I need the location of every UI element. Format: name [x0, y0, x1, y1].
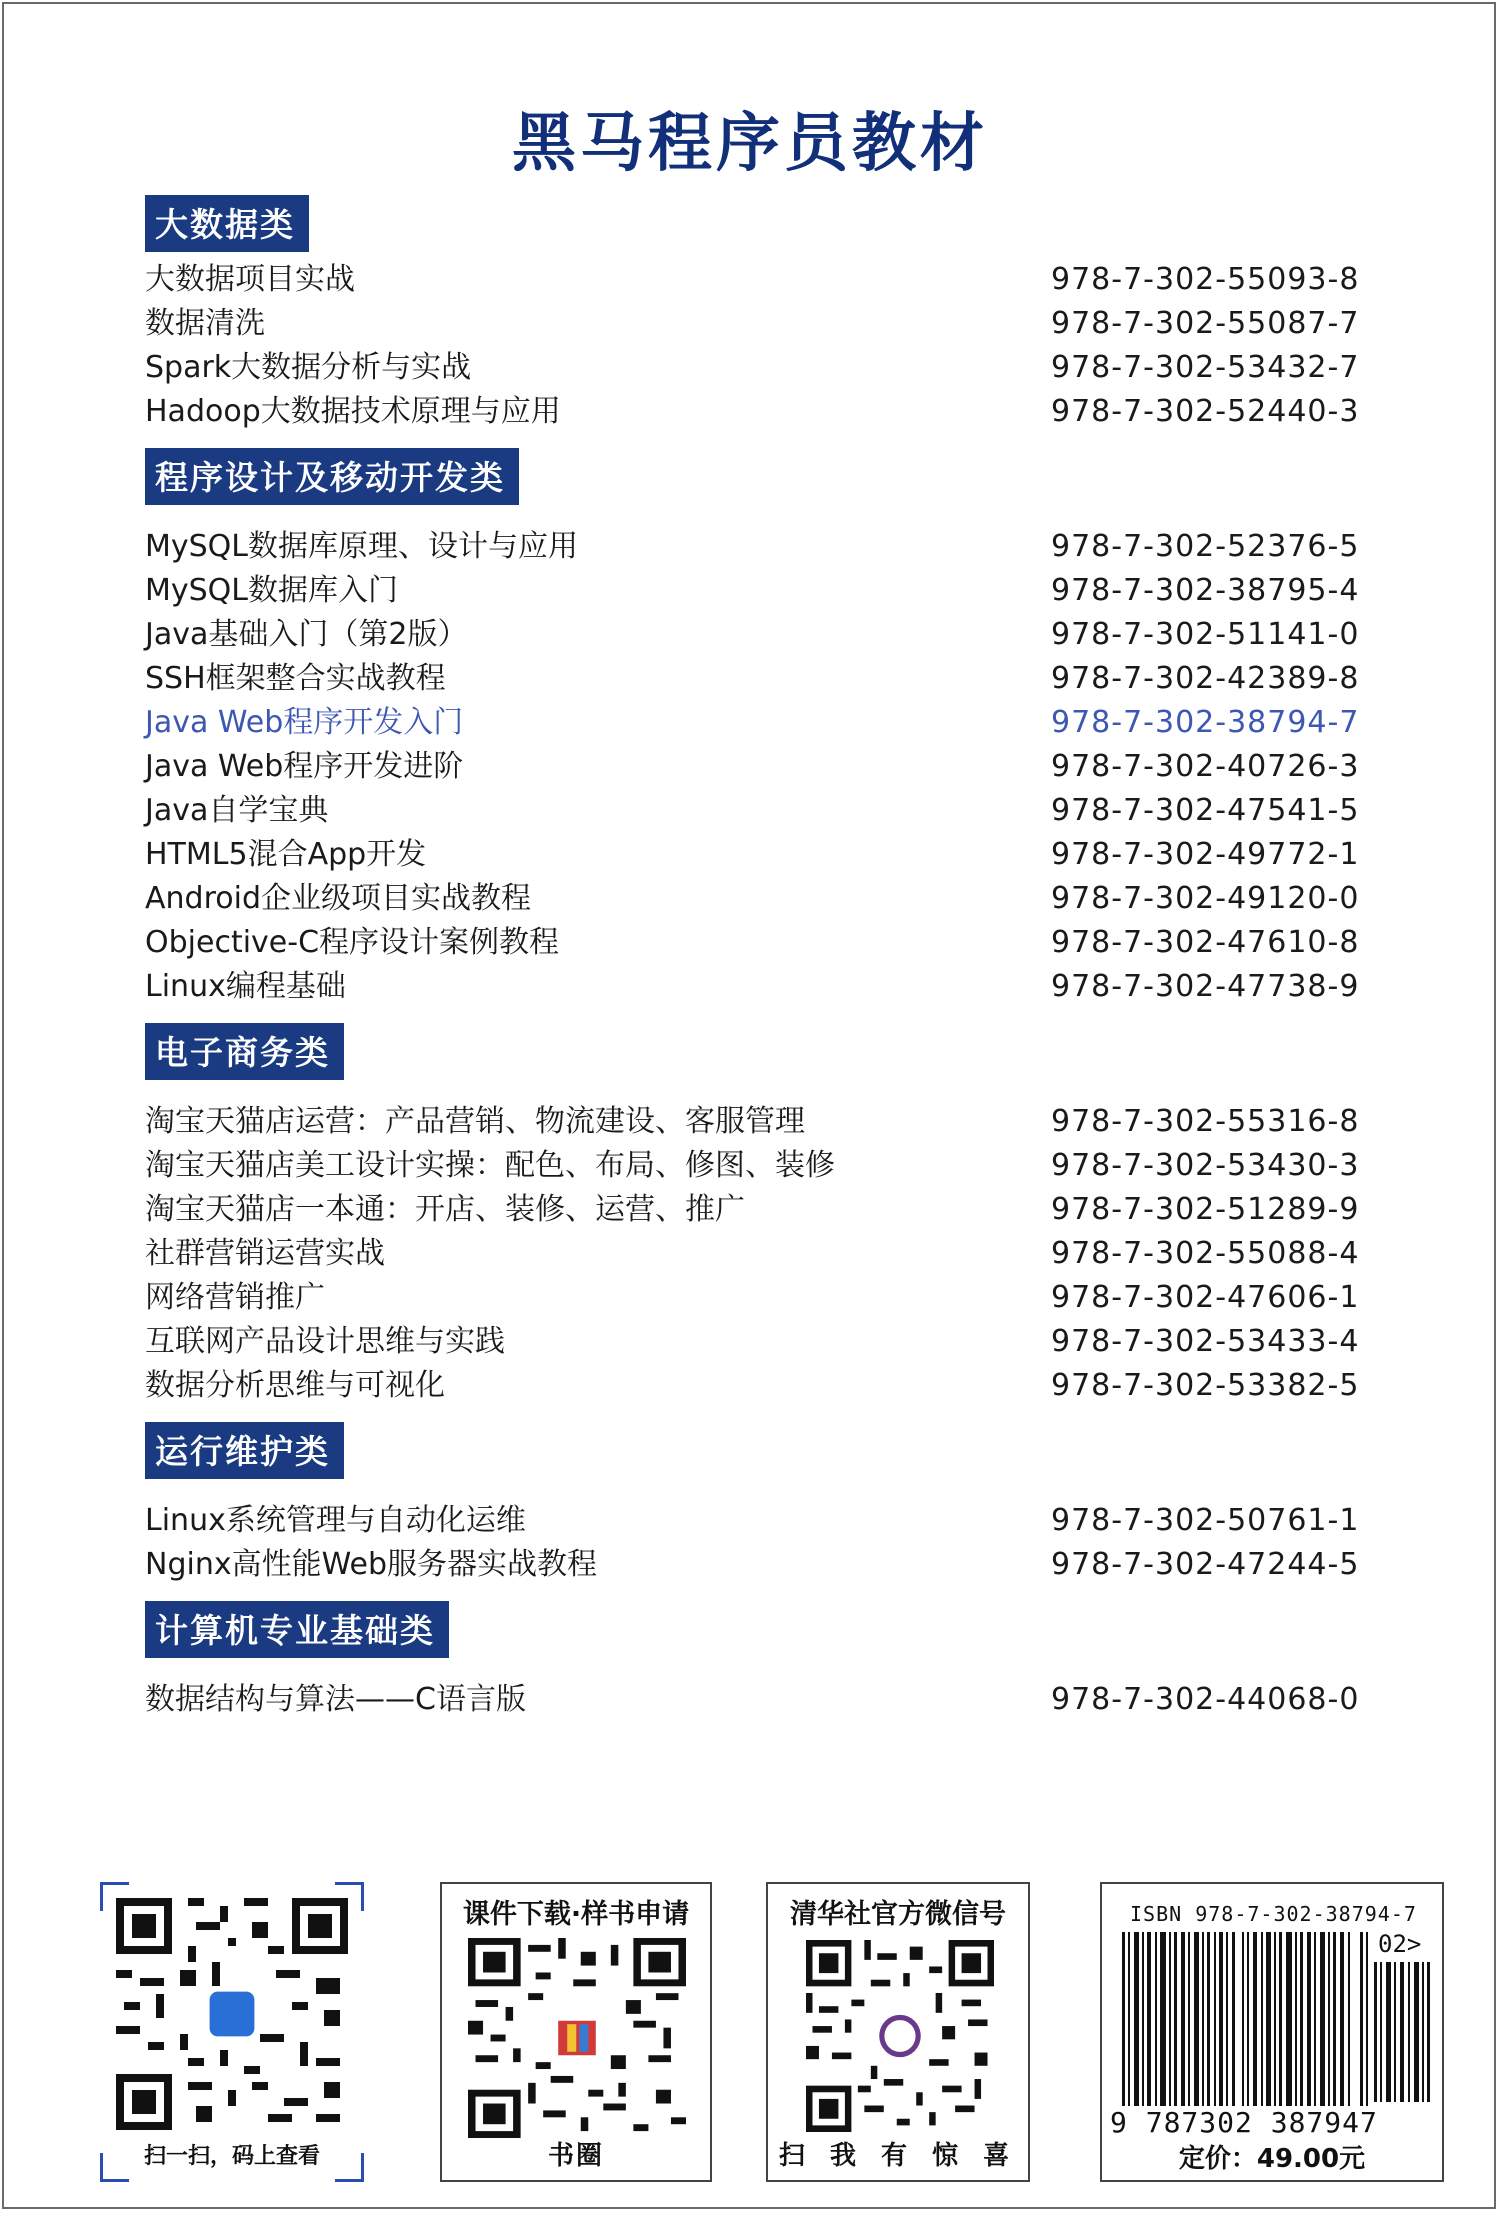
page-title: 黑马程序员教材 [512, 107, 988, 181]
section-ecommerce [145, 1023, 1375, 1408]
book-title: Linux编程基础 [145, 969, 346, 1004]
book-title: Java自学宝典 [145, 793, 329, 828]
section-big-data [145, 195, 1375, 434]
book-isbn: 978-7-302-42389-8 [1051, 661, 1360, 696]
book-row [145, 569, 1375, 613]
book-row [145, 1543, 1375, 1587]
book-isbn: 978-7-302-47610-8 [1051, 925, 1360, 960]
book-row [145, 1188, 1375, 1232]
book-row [145, 877, 1375, 921]
qr-caption-bottom: 扫 我 有 惊 喜 [778, 2141, 1018, 2171]
book-row [145, 833, 1375, 877]
book-title: SSH框架整合实战教程 [145, 661, 446, 696]
book-isbn: 978-7-302-55087-7 [1051, 306, 1360, 341]
book-title: MySQL数据库入门 [145, 573, 399, 608]
book-row [145, 1499, 1375, 1543]
book-isbn: 978-7-302-53433-4 [1051, 1324, 1360, 1359]
book-title: 淘宝天猫店美工设计实操：配色、布局、修图、装修 [145, 1148, 835, 1183]
book-title: Objective-C程序设计案例教程 [145, 925, 560, 960]
book-row [145, 613, 1375, 657]
qr-caption: 扫一扫，码上查看 [143, 2144, 320, 2169]
book-title: MySQL数据库原理、设计与应用 [145, 529, 579, 564]
book-isbn: 978-7-302-44068-0 [1051, 1682, 1360, 1717]
qr-code[interactable] [468, 1938, 686, 2138]
book-isbn: 978-7-302-47738-9 [1051, 969, 1360, 1004]
book-isbn: 978-7-302-38795-4 [1051, 573, 1360, 608]
section-operations [145, 1422, 1375, 1587]
book-isbn: 978-7-302-55088-4 [1051, 1236, 1360, 1271]
book-row [145, 390, 1375, 434]
book-isbn: 978-7-302-47606-1 [1051, 1280, 1360, 1315]
book-row [145, 1364, 1375, 1408]
book-row [145, 525, 1375, 569]
addon-code: 02> [1378, 1930, 1422, 1958]
book-row [145, 921, 1375, 965]
book-title: 大数据项目实战 [145, 262, 355, 297]
book-isbn: 978-7-302-55093-8 [1051, 262, 1360, 297]
book-isbn: 978-7-302-47541-5 [1051, 793, 1360, 828]
book-title: 互联网产品设计思维与实践 [145, 1324, 505, 1359]
book-row [145, 1678, 1375, 1722]
book-title: Java基础入门（第2版） [145, 617, 468, 652]
qr-caption-bottom: 书圈 [547, 2141, 604, 2171]
book-title: 淘宝天猫店运营：产品营销、物流建设、客服管理 [145, 1104, 805, 1139]
book-title: Android企业级项目实战教程 [145, 881, 531, 916]
book-row [145, 745, 1375, 789]
book-isbn: 978-7-302-53432-7 [1051, 350, 1360, 385]
footer [0, 1882, 1500, 2182]
book-row [145, 1100, 1375, 1144]
book-isbn: 978-7-302-55316-8 [1051, 1104, 1360, 1139]
book-isbn: 978-7-302-52440-3 [1051, 394, 1360, 429]
book-row [145, 789, 1375, 833]
book-row [145, 657, 1375, 701]
barcode-icon [1122, 1932, 1378, 2132]
book-row [145, 258, 1375, 302]
book-title: 淘宝天猫店一本通：开店、装修、运营、推广 [145, 1192, 745, 1227]
book-row [145, 346, 1375, 390]
book-title: 网络营销推广 [145, 1280, 325, 1315]
barcode-digits: 9 787302 387947 [1110, 2106, 1378, 2139]
book-isbn: 978-7-302-52376-5 [1051, 529, 1360, 564]
book-row [145, 1276, 1375, 1320]
book-isbn: 978-7-302-47244-5 [1051, 1547, 1360, 1582]
book-isbn: 978-7-302-49772-1 [1051, 837, 1360, 872]
book-isbn: 978-7-302-51141-0 [1051, 617, 1360, 652]
book-row-highlighted [145, 701, 1375, 745]
book-title: Java Web程序开发入门 [145, 705, 464, 740]
book-title: Nginx高性能Web服务器实战教程 [145, 1547, 597, 1582]
addon-barcode-icon [1374, 1962, 1434, 2102]
book-title: 数据结构与算法——C语言版 [145, 1682, 526, 1717]
isbn-barcode [1100, 1882, 1444, 2182]
section-heading: 运行维护类 [145, 1422, 344, 1479]
book-title: Java Web程序开发进阶 [145, 749, 464, 784]
book-isbn: 978-7-302-38794-7 [1051, 705, 1360, 740]
qr-card-courseware [440, 1882, 712, 2182]
section-heading: 程序设计及移动开发类 [145, 448, 519, 505]
book-row [145, 1232, 1375, 1276]
book-title: 数据清洗 [145, 306, 265, 341]
qr-card-wechat [766, 1882, 1030, 2182]
book-catalog [145, 195, 1375, 1736]
book-isbn: 978-7-302-53382-5 [1051, 1368, 1360, 1403]
book-isbn: 978-7-302-51289-9 [1051, 1192, 1360, 1227]
book-row [145, 302, 1375, 346]
qr-code[interactable] [116, 1898, 348, 2130]
qr-card-scan-view [100, 1882, 364, 2182]
qr-caption-top: 清华社官方微信号 [790, 1899, 1006, 1930]
book-isbn: 978-7-302-49120-0 [1051, 881, 1360, 916]
book-title: Linux系统管理与自动化运维 [145, 1503, 526, 1538]
book-title: Hadoop大数据技术原理与应用 [145, 394, 561, 429]
book-title: HTML5混合App开发 [145, 837, 427, 872]
section-cs-fundamentals [145, 1601, 1375, 1722]
book-row [145, 1144, 1375, 1188]
book-row [145, 965, 1375, 1009]
book-row [145, 1320, 1375, 1364]
book-title: 数据分析思维与可视化 [145, 1368, 445, 1403]
book-title: 社群营销运营实战 [145, 1236, 385, 1271]
book-isbn: 978-7-302-50761-1 [1051, 1503, 1360, 1538]
price: 定价：49.00元 [1178, 2144, 1366, 2174]
section-heading: 电子商务类 [145, 1023, 344, 1080]
section-programming-mobile [145, 448, 1375, 1009]
book-title: Spark大数据分析与实战 [145, 350, 472, 385]
section-heading: 大数据类 [145, 195, 309, 252]
book-isbn: 978-7-302-40726-3 [1051, 749, 1360, 784]
section-heading: 计算机专业基础类 [145, 1601, 449, 1658]
qr-code[interactable] [806, 1940, 994, 2132]
book-isbn: 978-7-302-53430-3 [1051, 1148, 1360, 1183]
isbn-label: ISBN 978-7-302-38794-7 [1130, 1902, 1417, 1926]
qr-caption-top: 课件下载·样书申请 [462, 1899, 690, 1930]
